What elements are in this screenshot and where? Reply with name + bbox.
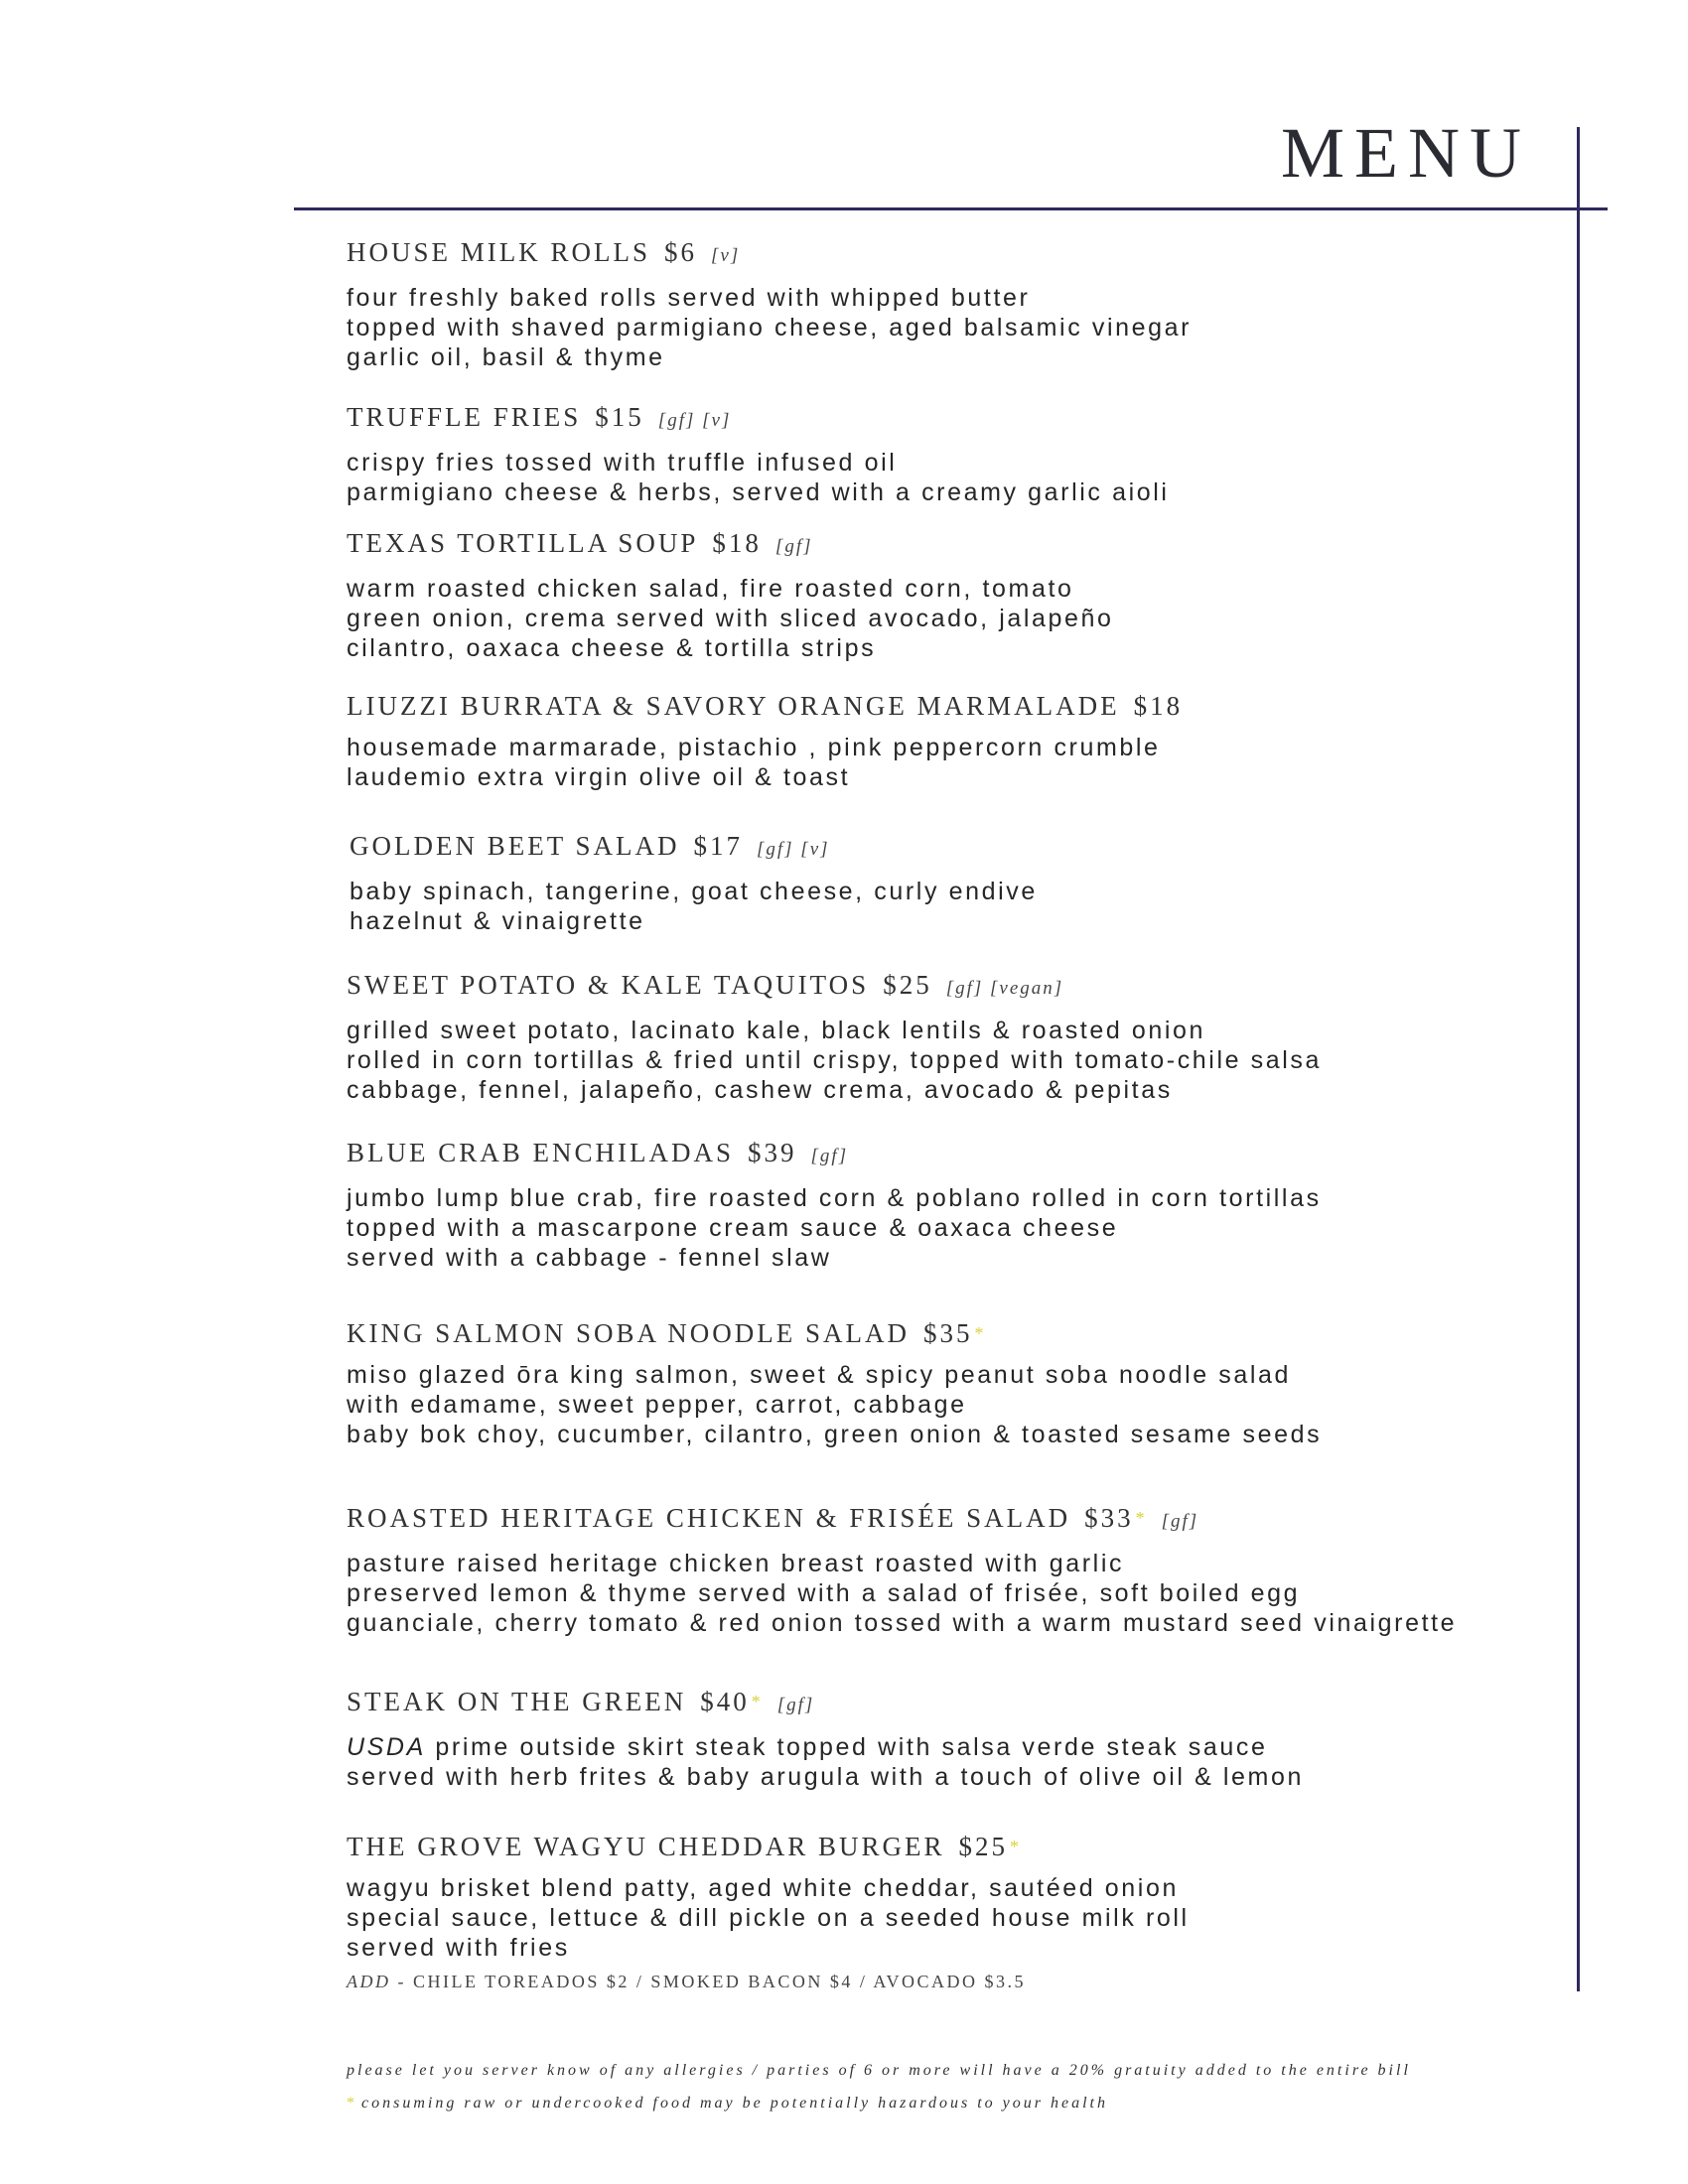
description-line: jumbo lump blue crab, fire roasted corn & poblano rolled in corn tortillas — [347, 1184, 1322, 1212]
item-description — [347, 1873, 1578, 1963]
item-description — [347, 574, 1578, 663]
menu-item-house-milk-rolls — [347, 235, 1578, 372]
item-tags: [gf] [v] — [756, 839, 830, 860]
description-line: guanciale, cherry tomato & red onion tossed with a warm mustard seed vinaigrette — [347, 1609, 1458, 1637]
description-line: wagyu brisket blend patty, aged white cheddar, sautéed onion — [347, 1874, 1179, 1902]
item-heading — [347, 689, 1578, 723]
item-name: TEXAS TORTILLA SOUP — [347, 528, 699, 558]
item-name: KING SALMON SOBA NOODLE SALAD — [347, 1318, 911, 1348]
item-heading — [347, 1136, 1578, 1173]
description-line: rolled in corn tortillas & fried until crispy, topped with tomato-chile salsa — [347, 1046, 1323, 1074]
item-description — [347, 1183, 1578, 1273]
description-line: parmigiano cheese & herbs, served with a creamy garlic aioli — [347, 478, 1170, 506]
item-tags: [gf] [vegan] — [945, 978, 1064, 999]
description-lead: USDA — [347, 1733, 426, 1761]
description-line: special sauce, lettuce & dill pickle on a seeded house milk roll — [347, 1904, 1190, 1932]
item-name: THE GROVE WAGYU CHEDDAR BURGER — [347, 1832, 945, 1861]
item-price: $18 — [712, 528, 762, 558]
raw-note-text: consuming raw or undercooked food may be potentially hazardous to your health — [361, 2095, 1108, 2112]
description-line: served with a cabbage - fennel slaw — [347, 1244, 832, 1272]
menu-item-steak-on-the-green — [347, 1685, 1578, 1792]
item-name: HOUSE MILK ROLLS — [347, 237, 651, 267]
item-price: $25 — [958, 1832, 1008, 1861]
asterisk-marker: * — [347, 2095, 357, 2112]
description-line: crispy fries tossed with truffle infused oil — [347, 449, 898, 477]
description-line: topped with a mascarpone cream sauce & oaxaca cheese — [347, 1214, 1119, 1242]
asterisk-marker: * — [974, 1323, 987, 1343]
item-tags: [gf] — [1161, 1511, 1199, 1532]
item-description — [347, 1016, 1578, 1105]
description-line: green onion, crema served with sliced avocado, jalapeño — [347, 605, 1114, 632]
description-line — [347, 1732, 1578, 1762]
item-price: $17 — [693, 831, 743, 861]
menu-item-burrata — [347, 689, 1578, 792]
item-price: $15 — [595, 402, 644, 432]
menu-item-wagyu-burger — [347, 1830, 1578, 1963]
menu-item-truffle-fries — [347, 400, 1578, 507]
menu-item-texas-tortilla-soup — [347, 526, 1578, 663]
menu-item-heritage-chicken — [347, 1501, 1578, 1638]
addons-text: - CHILE TOREADOS $2 / SMOKED BACON $4 / AVOCADO $3.5 — [390, 1972, 1027, 1991]
description-line: miso glazed ōra king salmon, sweet & spicy peanut soba noodle salad — [347, 1361, 1292, 1389]
asterisk-marker: * — [1135, 1508, 1148, 1528]
description-line: garlic oil, basil & thyme — [347, 343, 665, 371]
item-heading — [347, 1685, 1578, 1722]
item-heading — [347, 400, 1578, 438]
description-line: served with fries — [347, 1934, 570, 1962]
item-heading — [347, 1830, 1578, 1863]
item-heading — [347, 968, 1578, 1006]
description-line: baby spinach, tangerine, goat cheese, curly endive — [350, 878, 1038, 905]
menu-item-king-salmon-soba — [347, 1316, 1578, 1449]
addons-line — [347, 1972, 1026, 1992]
description-line: preserved lemon & thyme served with a salad of frisée, soft boiled egg — [347, 1579, 1301, 1607]
description-line: with edamame, sweet pepper, carrot, cabbage — [347, 1391, 967, 1419]
description-line: four freshly baked rolls served with whipped butter — [347, 284, 1031, 312]
item-price: $25 — [883, 970, 932, 1000]
item-description — [347, 1732, 1578, 1792]
item-name: TRUFFLE FRIES — [347, 402, 582, 432]
item-name: ROASTED HERITAGE CHICKEN & FRISÉE SALAD — [347, 1503, 1071, 1533]
asterisk-marker: * — [1010, 1837, 1022, 1856]
item-tags: [gf] — [774, 536, 813, 557]
item-description — [347, 733, 1578, 792]
item-price: $40 — [700, 1687, 750, 1716]
description-line: hazelnut & vinaigrette — [350, 907, 645, 935]
item-description — [347, 448, 1578, 507]
page-title: MENU — [1281, 113, 1531, 193]
item-description — [347, 283, 1578, 372]
item-heading — [347, 1316, 1578, 1350]
description-line: pasture raised heritage chicken breast roasted with garlic — [347, 1550, 1125, 1577]
item-heading — [347, 235, 1578, 273]
menu-item-sweet-potato-kale-taquitos — [347, 968, 1578, 1105]
item-tags: [v] — [711, 245, 741, 266]
item-tags: [gf] — [776, 1695, 815, 1715]
description-text: prime outside skirt steak topped with salsa verde steak sauce — [425, 1733, 1268, 1761]
item-description — [350, 877, 1581, 936]
item-heading — [347, 526, 1578, 564]
item-name: GOLDEN BEET SALAD — [350, 831, 680, 861]
description-line: grilled sweet potato, lacinato kale, black lentils & roasted onion — [347, 1017, 1206, 1044]
asterisk-marker: * — [751, 1692, 764, 1711]
item-heading — [350, 829, 1581, 867]
addons-lead: ADD — [347, 1972, 391, 1991]
description-line: warm roasted chicken salad, fire roasted corn, tomato — [347, 575, 1074, 603]
item-description — [347, 1549, 1578, 1638]
item-price: $33 — [1084, 1503, 1134, 1533]
description-line: served with herb frites & baby arugula with a touch of olive oil & lemon — [347, 1763, 1304, 1791]
description-line: topped with shaved parmigiano cheese, aged balsamic vinegar — [347, 314, 1193, 341]
item-price: $35 — [923, 1318, 973, 1348]
description-line: cabbage, fennel, jalapeño, cashew crema, avocado & pepitas — [347, 1076, 1173, 1104]
item-price: $18 — [1133, 691, 1184, 721]
item-heading — [347, 1501, 1578, 1539]
item-price: $6 — [664, 237, 698, 267]
item-price: $39 — [748, 1138, 797, 1167]
description-line: laudemio extra virgin olive oil & toast — [347, 763, 851, 791]
item-tags: [gf] — [810, 1146, 849, 1166]
item-name: LIUZZI BURRATA & SAVORY ORANGE MARMALADE — [347, 691, 1120, 721]
description-line: cilantro, oaxaca cheese & tortilla strips — [347, 634, 877, 662]
menu-item-golden-beet-salad — [350, 829, 1581, 936]
menu-item-blue-crab-enchiladas — [347, 1136, 1578, 1273]
item-name: STEAK ON THE GREEN — [347, 1687, 687, 1716]
item-tags: [gf] [v] — [657, 410, 732, 431]
allergy-note: please let you server know of any allergies / parties of 6 or more will have a 20% gratuity added to the entire bill — [347, 2062, 1411, 2079]
raw-food-note — [347, 2095, 1108, 2113]
item-name: BLUE CRAB ENCHILADAS — [347, 1138, 735, 1167]
description-line: baby bok choy, cucumber, cilantro, green onion & toasted sesame seeds — [347, 1421, 1323, 1448]
horizontal-rule — [294, 207, 1608, 210]
item-description — [347, 1360, 1578, 1449]
description-line: housemade marmarade, pistachio , pink peppercorn crumble — [347, 734, 1161, 761]
item-name: SWEET POTATO & KALE TAQUITOS — [347, 970, 870, 1000]
